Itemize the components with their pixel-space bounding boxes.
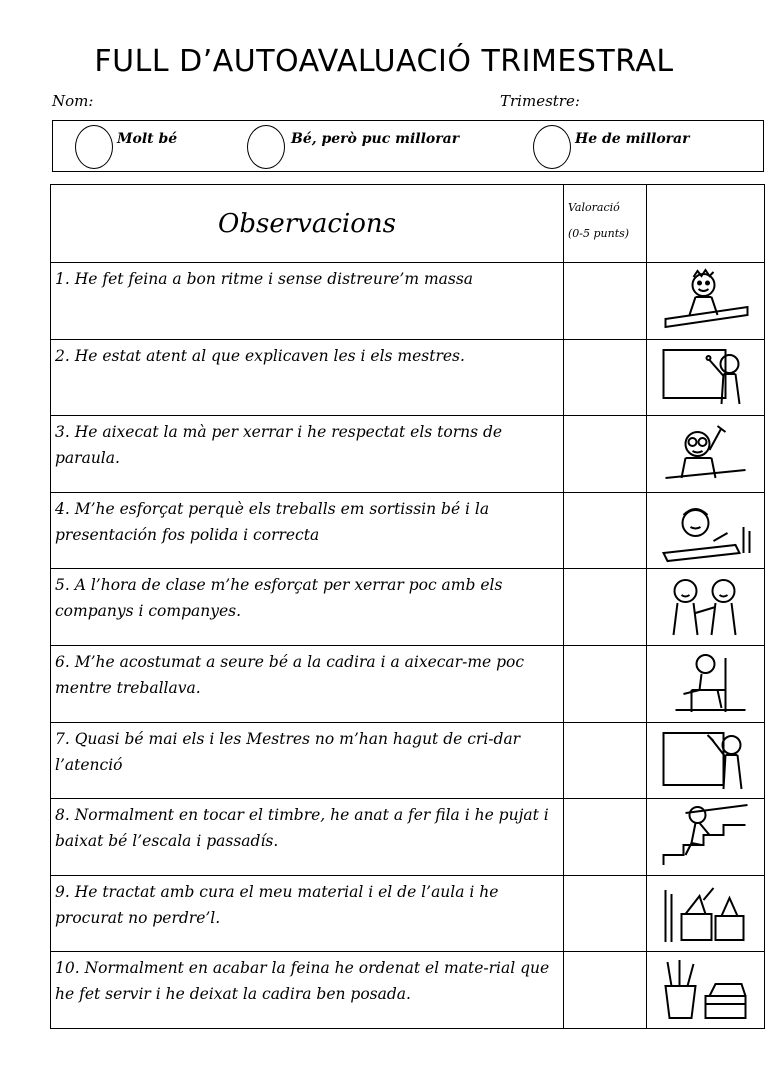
child-on-chair-icon (651, 650, 760, 716)
empty-circle-icon (247, 125, 285, 169)
page-title: FULL D’AUTOAVALUACIÓ TRIMESTRAL (94, 44, 674, 79)
observation-text: 9. He tractat amb cura el meu material i el de l’aula i he procurat no perdre’l. (51, 875, 564, 952)
child-at-desk-icon (651, 267, 760, 333)
table-row (51, 569, 765, 646)
two-children-talking-icon (651, 573, 760, 639)
observation-text: 7. Quasi bé mai els i les Mestres no m’han hagut de cri-dar l’atenció (51, 722, 564, 799)
illustration-cell (647, 416, 765, 493)
score-cell[interactable] (564, 645, 647, 722)
illustration-cell (647, 952, 765, 1029)
score-cell[interactable] (564, 722, 647, 799)
self-assessment-table (50, 184, 765, 1029)
illustration-cell (647, 492, 765, 569)
legend-label: Molt bé (117, 131, 178, 147)
legend-label: He de millorar (575, 131, 690, 147)
score-cell[interactable] (564, 416, 647, 493)
observation-text: 6. M’he acostumat a seure bé a la cadira i a aixecar-me poc mentre treballava. (51, 645, 564, 722)
illustration-cell (647, 569, 765, 646)
table-row (51, 339, 765, 416)
table-row (51, 952, 765, 1029)
table-row (51, 416, 765, 493)
child-on-stairs-icon (651, 803, 760, 869)
observation-text: 1. He fet feina a bon ritme i sense distreure’m massa (51, 263, 564, 340)
legend-label: Bé, però puc millorar (291, 131, 460, 147)
illustration-cell (647, 263, 765, 340)
observation-text: 4. M’he esforçat perquè els treballs em sortissin bé i la presentación fos polida i correcta (51, 492, 564, 569)
table-row (51, 645, 765, 722)
observation-text: 10. Normalment en acabar la feina he ordenat el mate-rial que he fet servir i he deixat la cadira ben posada. (51, 952, 564, 1029)
illustration-header (647, 185, 765, 263)
empty-circle-icon (533, 125, 571, 169)
illustration-cell (647, 875, 765, 952)
illustration-cell (647, 339, 765, 416)
score-cell[interactable] (564, 952, 647, 1029)
illustration-cell (647, 799, 765, 876)
table-header-row (51, 185, 765, 263)
observations-header: Observacions (51, 185, 564, 263)
term-field-label: Trimestre: (500, 92, 580, 110)
score-cell[interactable] (564, 263, 647, 340)
table-row (51, 722, 765, 799)
table-row (51, 263, 765, 340)
empty-circle-icon (75, 125, 113, 169)
teacher-at-board-icon (651, 344, 760, 410)
score-cell[interactable] (564, 569, 647, 646)
table-row (51, 799, 765, 876)
name-field-label: Nom: (52, 92, 94, 110)
illustration-cell (647, 645, 765, 722)
score-header-label: Valoració (568, 201, 620, 214)
score-cell[interactable] (564, 492, 647, 569)
school-materials-icon (651, 880, 760, 946)
observation-text: 5. A l’hora de clase m’he esforçat per xerrar poc amb els companys i companyes. (51, 569, 564, 646)
table-row (51, 492, 765, 569)
teacher-pointing-board-icon (651, 727, 760, 793)
score-cell[interactable] (564, 875, 647, 952)
score-cell[interactable] (564, 799, 647, 876)
child-raising-hand-icon (651, 420, 760, 486)
observation-text: 3. He aixecat la mà per xerrar i he respectat els torns de paraula. (51, 416, 564, 493)
illustration-cell (647, 722, 765, 799)
child-writing-icon (651, 497, 760, 563)
score-header (564, 185, 647, 263)
pencil-cup-and-books-icon (651, 956, 760, 1022)
score-header-range: (0-5 punts) (568, 227, 630, 240)
table-row (51, 875, 765, 952)
observation-text: 2. He estat atent al que explicaven les i els mestres. (51, 339, 564, 416)
observation-text: 8. Normalment en tocar el timbre, he anat a fer fila i he pujat i baixat bé l’escala i passadís. (51, 799, 564, 876)
score-cell[interactable] (564, 339, 647, 416)
rating-legend (52, 120, 764, 172)
